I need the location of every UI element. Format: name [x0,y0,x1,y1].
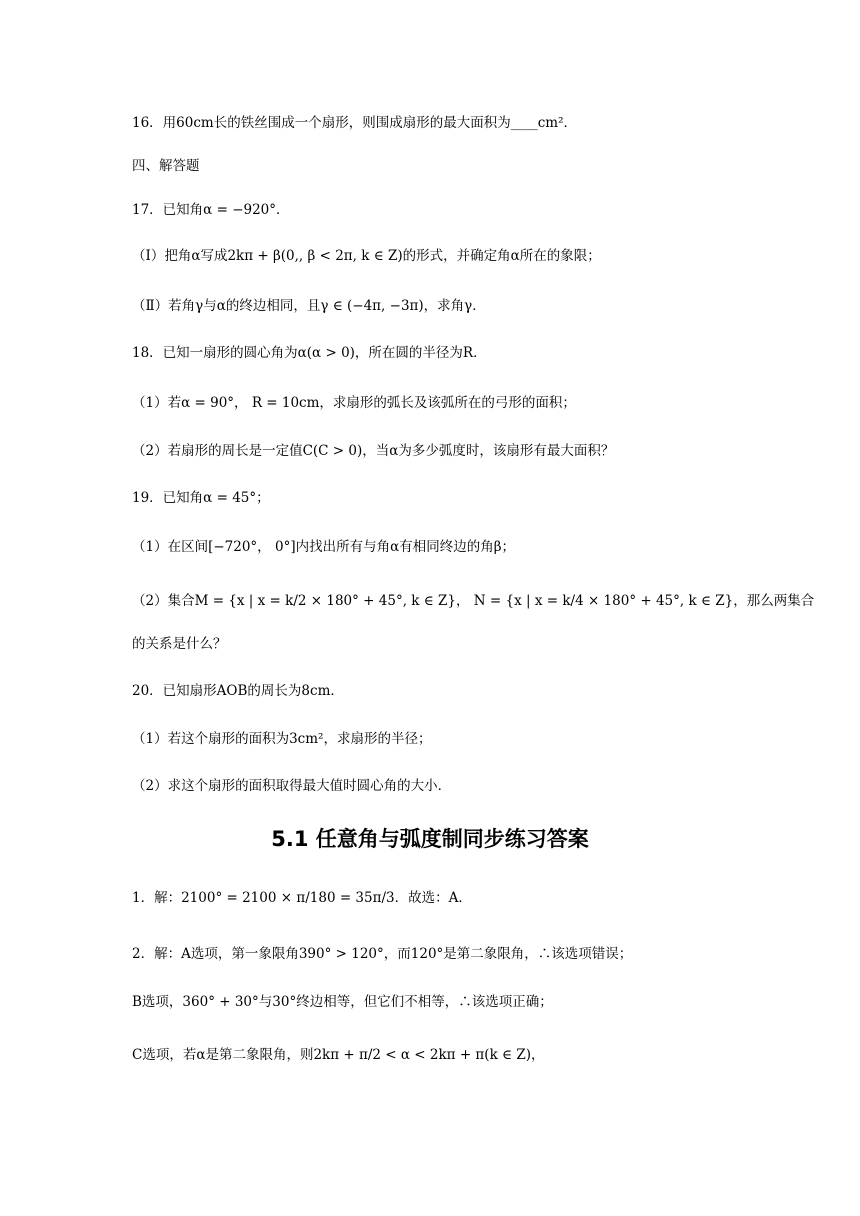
answer-2-option-c: C选项，若α是第二象限角，则2kπ + π/2 < α < 2kπ + π(k ∈ Z)， [132,1047,545,1063]
problem-19: 19．已知角α = 45°； [132,490,270,506]
problem-20: 20．已知扇形AOB的周长为8cm． [132,683,344,699]
section-heading-answer-questions: 四、解答题 [132,158,200,174]
problem-19-part-1: （1）在区间[−720°， 0°]内找出所有与角α有相同终边的角β； [132,539,516,555]
answer-2-option-b: B选项，360° + 30°与30°终边相等，但它们不相等，∴该选项正确； [132,994,553,1010]
answer-2: 2．解：A选项，第一象限角390° > 120°，而120°是第二象限角，∴该选项错误； [132,946,633,962]
problem-17-part-1: （Ⅰ）把角α写成2kπ + β(0,, β < 2π, k ∈ Z)的形式，并确定角α所在的象限； [132,248,601,264]
problem-18: 18．已知一扇形的圆心角为α(α > 0)，所在圆的半径为R． [132,345,487,361]
problem-18-part-1: （1）若α = 90°， R = 10cm，求扇形的弧长及该弧所在的弓形的面积； [132,395,576,411]
answers-title: 5.1 任意角与弧度制同步练习答案 [271,827,589,851]
problem-17: 17．已知角α = −920°． [132,202,290,218]
problem-20-part-2: （2）求这个扇形的面积取得最大值时圆心角的大小． [132,778,452,794]
problem-18-part-2: （2）若扇形的周长是一定值C(C > 0)，当α为多少弧度时，该扇形有最大面积？ [132,443,615,459]
problem-19-part-2: （2）集合M = {x | x = k/2 × 180° + 45°, k ∈ Z}， N = {x | x = k/4 × 180° + 45°, k ∈ Z}，那么两集合 [132,593,815,609]
problem-16: 16．用60cm长的铁丝围成一个扇形，则围成扇形的最大面积为____cm²． [132,115,577,131]
answer-1: 1．解：2100° = 2100 × π/180 = 35π/3．故选：A． [132,890,472,906]
problem-20-part-1: （1）若这个扇形的面积为3cm²，求扇形的半径； [132,731,432,747]
problem-17-part-2: （Ⅱ）若角γ与α的终边相同，且γ ∈ (−4π, −3π)，求角γ． [132,298,486,314]
problem-19-part-2-cont: 的关系是什么？ [132,636,227,652]
